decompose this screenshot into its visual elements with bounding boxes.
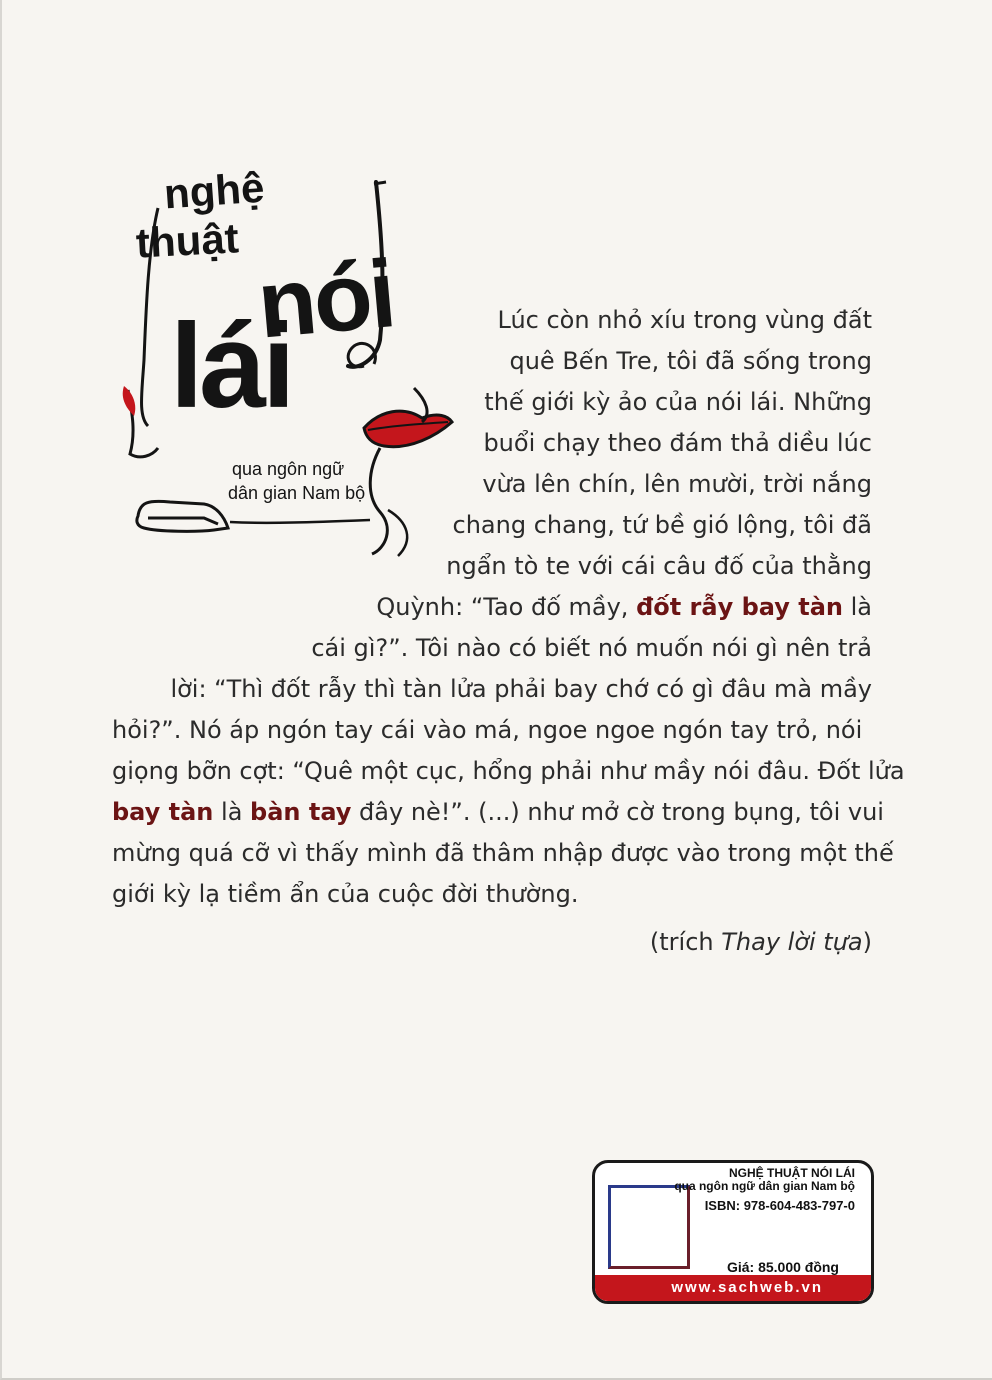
excerpt-line: lời: “Thì đốt rẫy thì tàn lửa phải bay chớ có gì đâu mà mầy [170, 675, 872, 703]
logo-word-noi: nói [253, 240, 398, 359]
source-title: Thay lời tựa [721, 928, 863, 956]
excerpt-line: Lúc còn nhỏ xíu trong vùng đất [497, 306, 872, 334]
excerpt-line: mừng quá cỡ vì thấy mình đã thâm nhập được vào trong một thế [112, 839, 894, 867]
barcode-price-box [592, 1160, 874, 1304]
logo-word-lai: lái [170, 299, 292, 433]
excerpt-line: hỏi?”. Nó áp ngón tay cái vào má, ngoe ngoe ngón tay trỏ, nói [112, 716, 863, 744]
excerpt-text-run: là [213, 798, 251, 826]
logo-word-thuat: thuật [134, 214, 240, 267]
source-prefix: (trích [649, 928, 722, 956]
isbn-label: ISBN: 978-604-483-797-0 [704, 1198, 855, 1213]
excerpt-line: quê Bến Tre, tôi đã sống trong [509, 347, 872, 375]
excerpt-text [112, 300, 905, 915]
emphasis-phrase: bàn tay [250, 798, 352, 826]
excerpt-line [112, 792, 884, 833]
logo-subtitle-line1: qua ngôn ngữ [232, 459, 345, 479]
logo-subtitle-line2: dân gian Nam bộ [228, 483, 366, 503]
excerpt-text-run: Quỳnh: “Tao đố mầy, [376, 593, 637, 621]
book-subtitle-small: qua ngôn ngữ dân gian Nam bộ [674, 1179, 855, 1193]
emphasis-phrase: bay tàn [112, 798, 214, 826]
barcode-placeholder [608, 1185, 690, 1269]
excerpt-line: giới kỳ lạ tiềm ẩn của cuộc đời thường. [112, 880, 579, 908]
excerpt-line: giọng bỡn cợt: “Quê một cục, hổng phải như mầy nói đâu. Đốt lửa [112, 757, 905, 785]
logo-word-nghe: nghệ [162, 163, 266, 218]
excerpt-line: chang chang, tứ bề gió lộng, tôi đã [452, 511, 872, 539]
source-suffix: ) [862, 928, 872, 956]
emphasis-phrase: đốt rẫy bay tàn [636, 593, 843, 621]
website-band: www.sachweb.vn [595, 1275, 871, 1301]
excerpt-line: thế giới kỳ ảo của nói lái. Những [484, 388, 872, 416]
excerpt-text-run: là [842, 593, 872, 621]
price-label: Giá: 85.000 đồng [726, 1259, 839, 1275]
excerpt-line: buổi chạy theo đám thả diều lúc [483, 429, 872, 457]
excerpt-line [112, 587, 872, 628]
excerpt-text-run: đây nè!”. (...) như mở cờ trong bụng, tôi vui [351, 798, 884, 826]
excerpt-line: ngẩn tò te với cái câu đố của thằng [446, 552, 872, 580]
book-title-small: NGHỆ THUẬT NÓI LÁI [729, 1166, 855, 1180]
excerpt-source [650, 922, 872, 963]
excerpt-line: cái gì?”. Tôi nào có biết nó muốn nói gì nên trả [311, 634, 872, 662]
excerpt-line: vừa lên chín, lên mười, trời nắng [482, 470, 872, 498]
